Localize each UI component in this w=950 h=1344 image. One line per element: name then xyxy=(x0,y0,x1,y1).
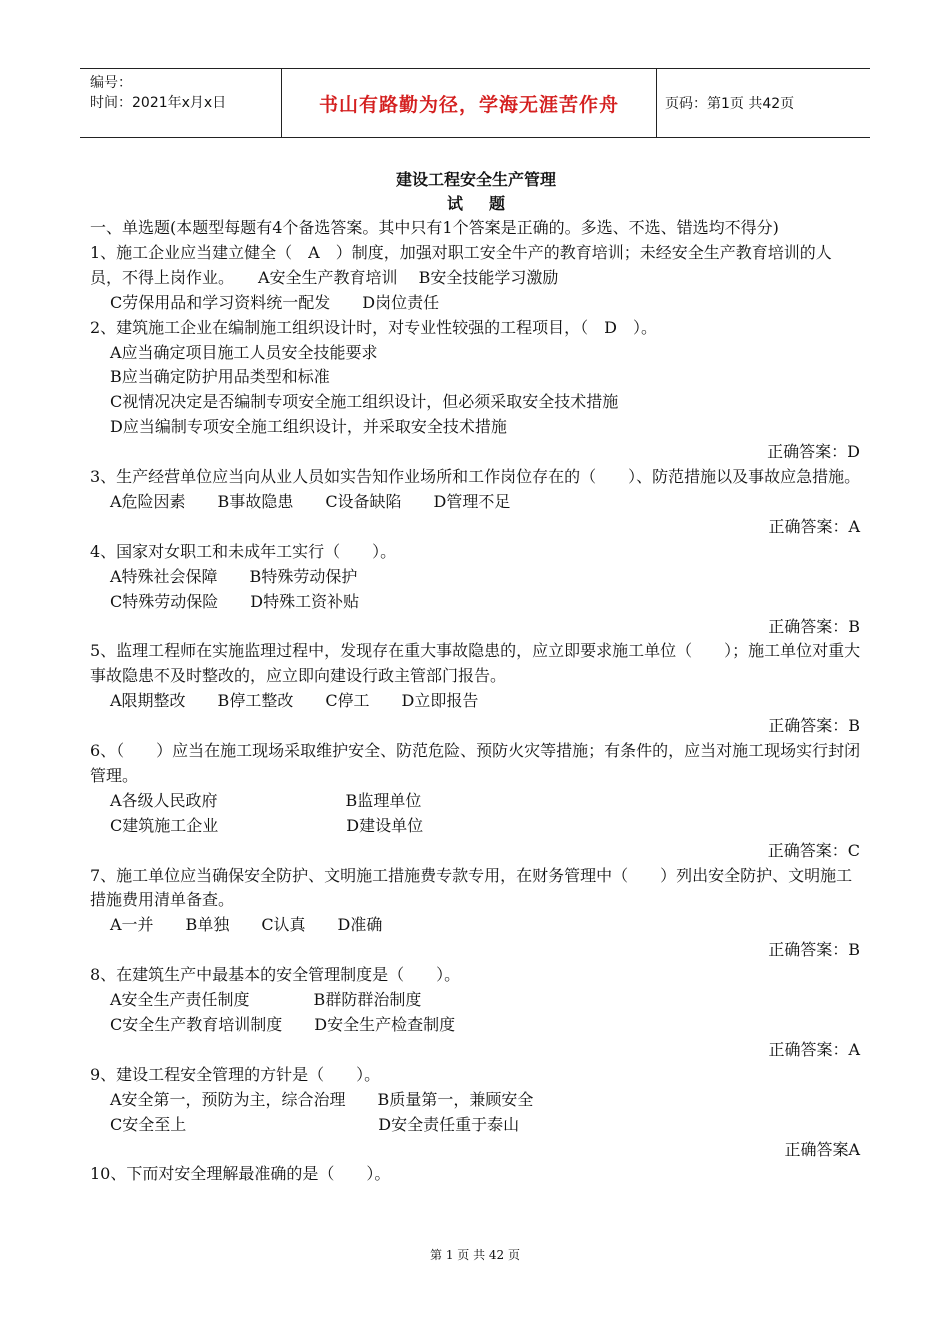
question-text: 3、生产经营单位应当向从业人员如实告知作业场所和工作岗位存在的（ ）、防范措施以及事故应急措施。 xyxy=(90,467,861,487)
document-body xyxy=(90,168,862,1187)
date-label: 时间：2021年x月x日 xyxy=(90,95,227,111)
page-footer: 第 1 页 共 42 页 xyxy=(430,1248,520,1262)
question-options: D应当编制专项安全施工组织设计，并采取安全技术措施 xyxy=(110,417,507,437)
question-text: 6、（ ）应当在施工现场采取维护安全、防范危险、预防火灾等措施；有条件的，应当对施工现场实行封闭管理。 xyxy=(90,741,861,785)
question-options: C特殊劳动保险 D特殊工资补贴 xyxy=(110,591,360,611)
document-title: 建设工程安全生产管理 xyxy=(395,170,556,189)
correct-answer: 正确答案：A xyxy=(768,516,860,536)
question-options: C建筑施工企业 D建设单位 xyxy=(110,815,424,835)
correct-answer: 正确答案：A xyxy=(768,1039,860,1059)
question-text: 4、国家对女职工和未成年工实行（ ）。 xyxy=(90,541,397,561)
correct-answer: 正确答案：D xyxy=(767,442,860,462)
question-text: 9、建设工程安全管理的方针是（ ）。 xyxy=(90,1064,381,1084)
question-options: A一并 B单独 C认真 D准确 xyxy=(110,915,383,935)
question-item xyxy=(90,540,862,640)
question-item xyxy=(90,1162,862,1187)
question-text: 8、在建筑生产中最基本的安全管理制度是（ ）。 xyxy=(90,965,461,985)
correct-answer: 正确答案：B xyxy=(768,716,860,736)
question-options: C安全生产教育培训制度 D安全生产检查制度 xyxy=(110,1015,456,1034)
question-text: 10、下而对安全理解最准确的是（ ）。 xyxy=(90,1164,391,1184)
question-options: A安全生产责任制度 B群防群治制度 xyxy=(110,990,422,1010)
question-item xyxy=(90,639,862,739)
page-header xyxy=(80,68,870,138)
header-meta xyxy=(80,69,282,137)
question-options: C劳保用品和学习资料统一配发 D岗位责任 xyxy=(110,292,440,312)
question-list xyxy=(90,241,862,1187)
question-item xyxy=(90,963,862,1063)
question-options: A危险因素 B事故隐患 C设备缺陷 D管理不足 xyxy=(110,491,511,511)
question-text: 1、施工企业应当建立健全（ A ）制度，加强对职工安全牛产的教育培训；未经安全生产教育培训的人员，不得上岗作业。 A安全生产教育培训 B安全技能学习激励 xyxy=(90,242,832,287)
question-options: C安全至上 D安全责任重于泰山 xyxy=(110,1114,520,1134)
question-options: A特殊社会保障 B特殊劳动保护 xyxy=(110,566,358,586)
correct-answer: 正确答案：B xyxy=(768,616,860,636)
question-text: 5、监理工程师在实施监理过程中，发现存在重大事故隐患的，应立即要求施工单位（ ）；施工单位对重大事故隐患不及时整改的，应立即向建设行政主管部门报告。 xyxy=(90,641,861,686)
header-page-info: 页码：第1页 共42页 xyxy=(665,96,795,112)
question-item xyxy=(90,739,862,864)
question-options: A限期整改 B停工整改 C停工 D立即报告 xyxy=(110,691,479,711)
question-options: A各级人民政府 B监理单位 xyxy=(110,790,422,810)
header-slogan: 书山有路勤为径，学海无涯苦作舟 xyxy=(282,69,657,137)
section-intro: 一、单选题(本题型每题有4个备选答案。其中只有1个答案是正确的。多选、不选、错选均不得分) xyxy=(90,218,779,237)
question-options: A应当确定项目施工人员安全技能要求 xyxy=(110,342,378,362)
question-options: B应当确定防护用品类型和标准 xyxy=(110,367,330,387)
correct-answer: 正确答案：B xyxy=(768,940,860,960)
question-options: C视情况决定是否编制专项安全施工组织设计，但必须采取安全技术措施 xyxy=(110,392,619,412)
number-label: 编号： xyxy=(90,75,132,91)
question-text: 7、施工单位应当确保安全防护、文明施工措施费专款专用，在财务管理中（ ）列出安全防护、文明施工措施费用清单备查。 xyxy=(90,865,853,910)
correct-answer: 正确答案A xyxy=(784,1139,860,1159)
question-text: 2、建筑施工企业在编制施工组织设计时，对专业性较强的工程项目，（ D ）。 xyxy=(90,317,658,337)
question-item xyxy=(90,465,862,540)
question-item xyxy=(90,241,862,316)
correct-answer: 正确答案：C xyxy=(767,840,860,860)
question-options: A安全第一，预防为主，综合治理 B质量第一，兼顾安全 xyxy=(110,1089,534,1109)
question-item xyxy=(90,864,862,964)
question-item xyxy=(90,1063,862,1163)
question-item xyxy=(90,316,862,465)
document-subtitle: 试题 xyxy=(446,194,531,213)
